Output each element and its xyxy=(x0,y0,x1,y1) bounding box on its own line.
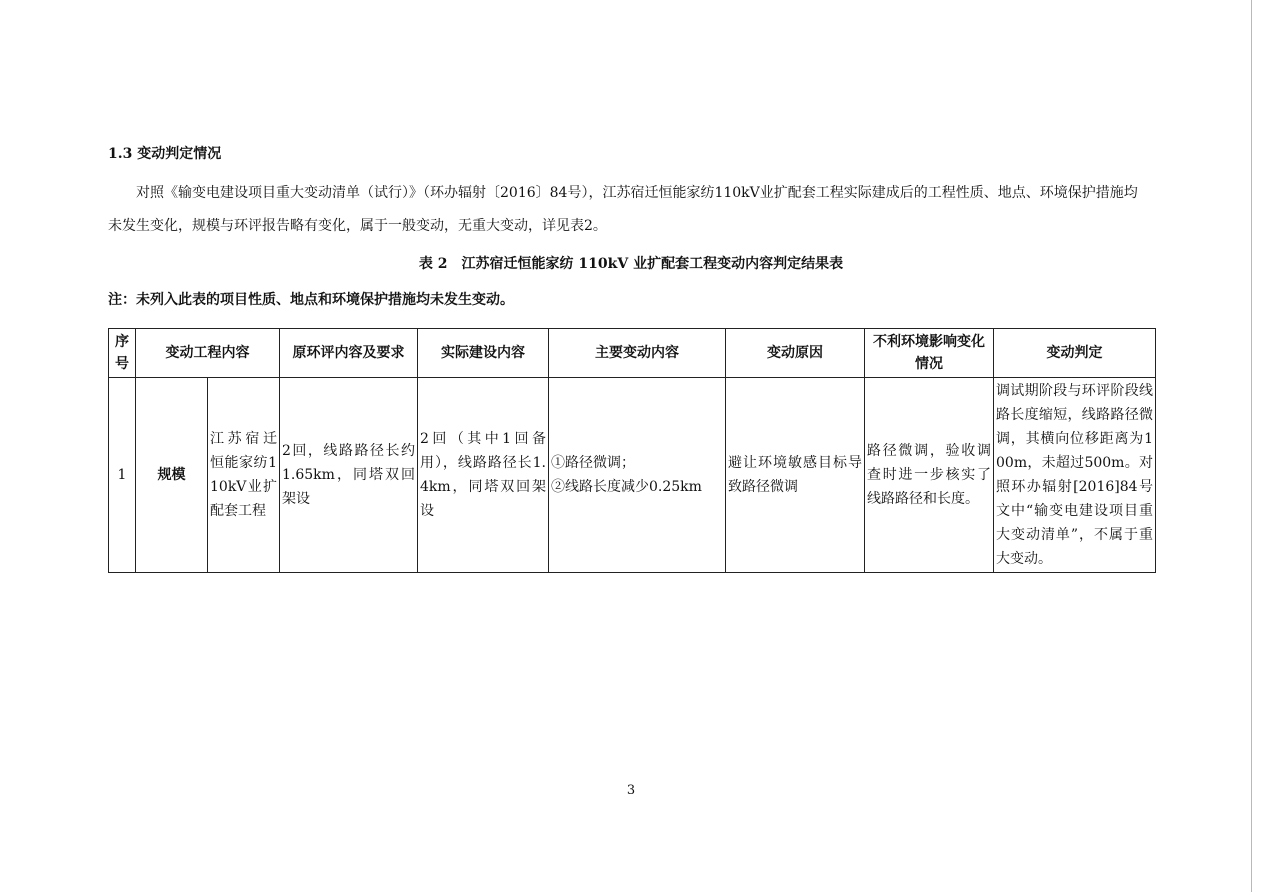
table-row xyxy=(109,378,1156,573)
table-caption: 表 2 江苏宿迁恒能家纺 110kV 业扩配套工程变动内容判定结果表 xyxy=(418,256,844,272)
page-number: 3 xyxy=(626,783,636,798)
header-reason: 变动原因 xyxy=(726,329,865,378)
main-change-item-1: ①路径微调； xyxy=(551,455,635,471)
table-header-row xyxy=(109,329,1156,378)
body-paragraph: 对照《输变电建设项目重大变动清单（试行）》（环办辐射〔2016〕84号），江苏宿迁恒能家纺110kV业扩配套工程实际建成后的工程性质、地点、环境保护措施均未发生变化，规模与环评报告略有变化，属于一般变动，无重大变动，详见表2。 xyxy=(108,185,1138,234)
header-main-change: 主要变动内容 xyxy=(549,329,726,378)
page-edge xyxy=(1251,0,1252,892)
cell-project-name: 江苏宿迁恒能家纺110kV业扩配套工程 xyxy=(208,378,280,573)
cell-index: 1 xyxy=(109,378,136,573)
cell-category: 规模 xyxy=(136,378,208,573)
header-judgement: 变动判定 xyxy=(994,329,1156,378)
table-note: 注：未列入此表的项目性质、地点和环境保护措施均未发生变动。 xyxy=(108,292,514,308)
cell-main-change xyxy=(549,378,726,573)
section-heading: 1.3 变动判定情况 xyxy=(108,146,222,162)
header-impact: 不利环境影响变化情况 xyxy=(865,329,994,378)
header-actual: 实际建设内容 xyxy=(418,329,549,378)
header-project: 变动工程内容 xyxy=(136,329,280,378)
header-original: 原环评内容及要求 xyxy=(280,329,418,378)
cell-reason: 避让环境敏感目标导致路径微调 xyxy=(726,378,865,573)
cell-judgement: 调试期阶段与环评阶段线路长度缩短，线路路径微调，其横向位移距离为100m，未超过500m。对照环办辐射[2016]84号文中“输变电建设项目重大变动清单”，不属于重大变动。 xyxy=(994,378,1156,573)
change-judgement-table xyxy=(108,328,1156,573)
header-index: 序号 xyxy=(109,329,136,378)
main-change-item-2: ②线路长度减少0.25km xyxy=(551,479,702,495)
cell-impact: 路径微调，验收调查时进一步核实了线路路径和长度。 xyxy=(865,378,994,573)
cell-actual: 2回（其中1回备用），线路路径长1.4km，同塔双回架设 xyxy=(418,378,549,573)
cell-original: 2回，线路路径长约1.65km，同塔双回架设 xyxy=(280,378,418,573)
